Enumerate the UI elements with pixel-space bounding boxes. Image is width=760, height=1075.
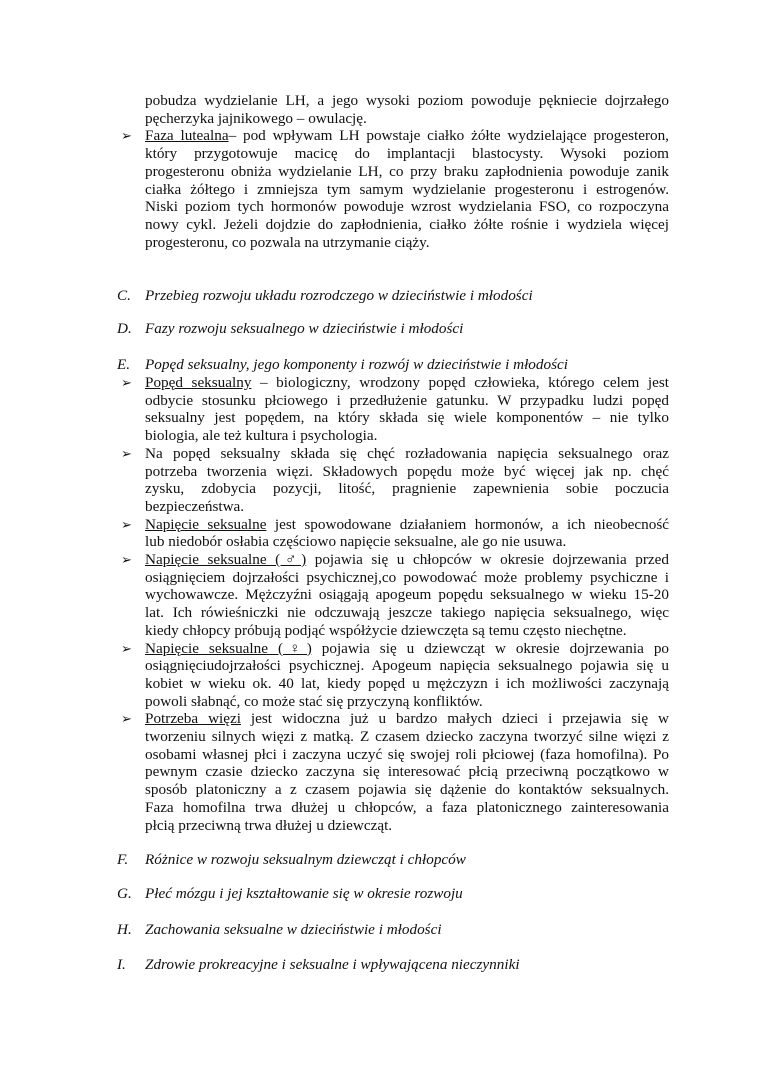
line-text: kobiet w wieku ok. 40 lat, kiedy popęd u mężczyzn i ich możliwości zaczynają <box>145 674 669 692</box>
line-text: osobami własnej płci i zaczyna uczyć się swojej roli płciowej (faza homofilna). Po <box>145 745 669 763</box>
arrow-bullet-icon: ➢ <box>121 375 132 390</box>
section-heading <box>117 320 463 338</box>
bullet-term: Potrzeba więzi <box>145 710 241 728</box>
arrow-bullet-icon: ➢ <box>121 516 132 532</box>
line-text: sposób platoniczny a z czasem pojawia się dążenie do kontaktów seksualnych. <box>145 781 669 799</box>
paragraph-line <box>145 163 669 181</box>
paragraph-line <box>145 198 669 216</box>
paragraph-line <box>145 92 669 110</box>
line-text: pęcherzyka jajnikowego – owulację. <box>145 109 367 127</box>
arrow-bullet-icon: ➢ <box>121 640 132 656</box>
arrow-bullet-icon: ➢ <box>121 711 132 727</box>
section-heading <box>117 287 533 305</box>
paragraph-line <box>145 181 669 199</box>
line-text: lub niedobór osłabia częściowo napięcie seksualne, ale go nie usuwa. <box>145 533 567 551</box>
line-text: powoli słabnąć, co może stać się przyczyną konfliktów. <box>145 692 483 710</box>
bullet-term: Popęd seksualny <box>145 374 252 391</box>
paragraph-line <box>145 746 669 764</box>
heading-letter: H. <box>117 921 132 938</box>
paragraph-line <box>145 640 669 658</box>
heading-text: Zdrowie prokreacyjne i seksualne i wpływającena nieczynniki <box>145 956 520 973</box>
line-text: Niski poziom tych hormonów powoduje wzrost wydzielania FSO, co rozpoczyna <box>145 198 669 216</box>
line-text: progesteronu obniża wydzielanie LH, co przy braku zapłodnienia powoduje zanik <box>145 162 669 180</box>
paragraph-line <box>145 728 669 746</box>
arrow-bullet-icon: ➢ <box>121 445 132 461</box>
line-text: progesteronu, co pozwala na utrzymanie ciąży. <box>145 233 430 251</box>
paragraph-line <box>145 127 669 145</box>
line-text: osiągnięciudojrzałości psychicznej. Apogeum napięcia seksualnego pojawia się u <box>145 657 669 675</box>
section-heading <box>117 921 442 939</box>
paragraph-line <box>145 234 669 252</box>
paragraph-line <box>145 710 669 728</box>
paragraph-line <box>145 110 669 128</box>
paragraph-line <box>145 657 669 675</box>
line-text: osiągnięciem dojrzałości psychicznej,co powodować może problemy psychiczne i <box>145 568 669 586</box>
line-text: biologia, ale też kultura i psychologia. <box>145 427 378 445</box>
line-text: jest spowodowane działaniem hormonów, a ich nieobecność <box>274 515 669 533</box>
line-text: potrzeba tworzenia więzi. Składowych popędu może być więcej jak np. chęć <box>145 462 669 480</box>
heading-text: Przebieg rozwoju układu rozrodczego w dzieciństwie i młodości <box>145 287 533 304</box>
line-text: seksualny jest popędem, na który składa się wiele komponentów – nie tylko <box>145 409 669 427</box>
line-text: nowy cykl. Jeżeli dojdzie do zapłodnienia, ciałko żółte rośnie i wydziela więcej <box>145 215 669 233</box>
paragraph-line <box>145 498 669 516</box>
heading-text: Płeć mózgu i jej kształtowanie się w okresie rozwoju <box>145 885 463 902</box>
paragraph-line <box>145 409 669 427</box>
line-text: płcią przeciwną trwa dłużej u dziewcząt. <box>145 816 393 834</box>
arrow-bullet-icon: ➢ <box>121 552 132 567</box>
paragraph-line <box>145 604 669 622</box>
line-text: Na popęd seksualny składa się chęć rozładowania napięcia seksualnego oraz <box>145 444 669 462</box>
line-text: pobudza wydzielanie LH, a jego wysoki poziom powoduje pękniecie dojrzałego <box>145 92 669 109</box>
bullet-term: Faza lutealna <box>145 127 229 145</box>
paragraph-line <box>145 675 669 693</box>
paragraph-line <box>145 586 669 604</box>
paragraph-line <box>145 551 669 569</box>
line-text: pojawia się u dziewcząt w okresie dojrzewania po <box>321 639 669 657</box>
section-heading <box>117 885 463 903</box>
heading-text: Różnice w rozwoju seksualnym dziewcząt i chłopców <box>145 851 466 868</box>
section-heading <box>117 356 568 374</box>
section-heading <box>117 851 466 869</box>
line-text: kiedy chłopcy próbują podjąć współżycie dziewczęta są temu często niechętne. <box>145 621 627 639</box>
line-text: – pod wpływam LH powstaje ciałko żółte wydzielające progesteron, <box>228 127 669 145</box>
paragraph-line <box>145 427 669 445</box>
line-text: który przygotowuje macicę do implantacji blastocysty. Wysoki poziom <box>145 145 669 163</box>
heading-letter: I. <box>117 956 126 973</box>
bullet-term: Napięcie seksualne (♀) <box>145 639 312 657</box>
paragraph-line <box>145 763 669 781</box>
paragraph-line <box>145 145 669 163</box>
paragraph-line <box>145 392 669 410</box>
line-text: Faza homofilna trwa dłużej u chłopców, a faza platonicznego zainteresowania <box>145 798 669 816</box>
heading-letter: G. <box>117 885 132 902</box>
paragraph-line <box>145 622 669 640</box>
heading-letter: F. <box>117 851 129 868</box>
line-text: pojawia się u chłopców w okresie dojrzewania przed <box>314 551 669 568</box>
paragraph-line <box>145 445 669 463</box>
line-text: pewnym czasie dziecko zaczyna się interesować płcią przeciwną początkowo w <box>145 763 669 781</box>
bullet-term: Napięcie seksualne <box>145 515 267 533</box>
paragraph-line <box>145 480 669 498</box>
paragraph-line <box>145 781 669 799</box>
section-heading <box>117 956 520 974</box>
heading-text: Popęd seksualny, jego komponenty i rozwój w dzieciństwie i młodości <box>145 356 568 373</box>
bullet-term: Napięcie seksualne (♂) <box>145 551 307 568</box>
paragraph-line <box>145 817 669 835</box>
heading-letter: D. <box>117 320 132 337</box>
paragraph-line <box>145 569 669 587</box>
heading-text: Fazy rozwoju seksualnego w dzieciństwie i młodości <box>145 320 464 337</box>
arrow-bullet-icon: ➢ <box>121 128 132 144</box>
line-text: zysku, zdobycia pozycji, litość, pragnienie zapewnienia sobie poczucia <box>145 480 669 498</box>
paragraph-line <box>145 463 669 481</box>
line-text: ciałka żółtego i zmniejsza tym samym wydzielanie progesteronu i estrogenów. <box>145 180 669 198</box>
line-text: lat. Ich rówieśniczki nie odczuwają jeszcze takiego napięcia seksualnego, więc <box>145 604 669 622</box>
paragraph-line <box>145 693 669 711</box>
line-text: odbycie stosunku płciowego i przedłużenie gatunku. W przypadku ludzi popęd <box>145 391 669 409</box>
line-text: jest widoczna już u bardzo małych dzieci i przejawia się w <box>250 710 669 728</box>
line-text: wychowawcze. Mężczyźni osiągają apogeum popędu seksualnego w wieku 15-20 <box>145 586 669 604</box>
paragraph-line <box>145 374 669 392</box>
line-text: tworzeniu silnych więzi z matką. Z czasem dziecko zaczyna tworzyć silne więzi z <box>145 728 669 745</box>
line-text: bezpieczeństwa. <box>145 497 245 515</box>
paragraph-line <box>145 516 669 534</box>
paragraph-line <box>145 533 669 551</box>
heading-letter: E. <box>117 356 131 373</box>
line-text: – biologiczny, wrodzony popęd człowieka, którego celem jest <box>260 374 669 391</box>
paragraph-line <box>145 799 669 817</box>
heading-letter: C. <box>117 287 131 304</box>
heading-text: Zachowania seksualne w dzieciństwie i młodości <box>145 921 442 938</box>
paragraph-line <box>145 216 669 234</box>
